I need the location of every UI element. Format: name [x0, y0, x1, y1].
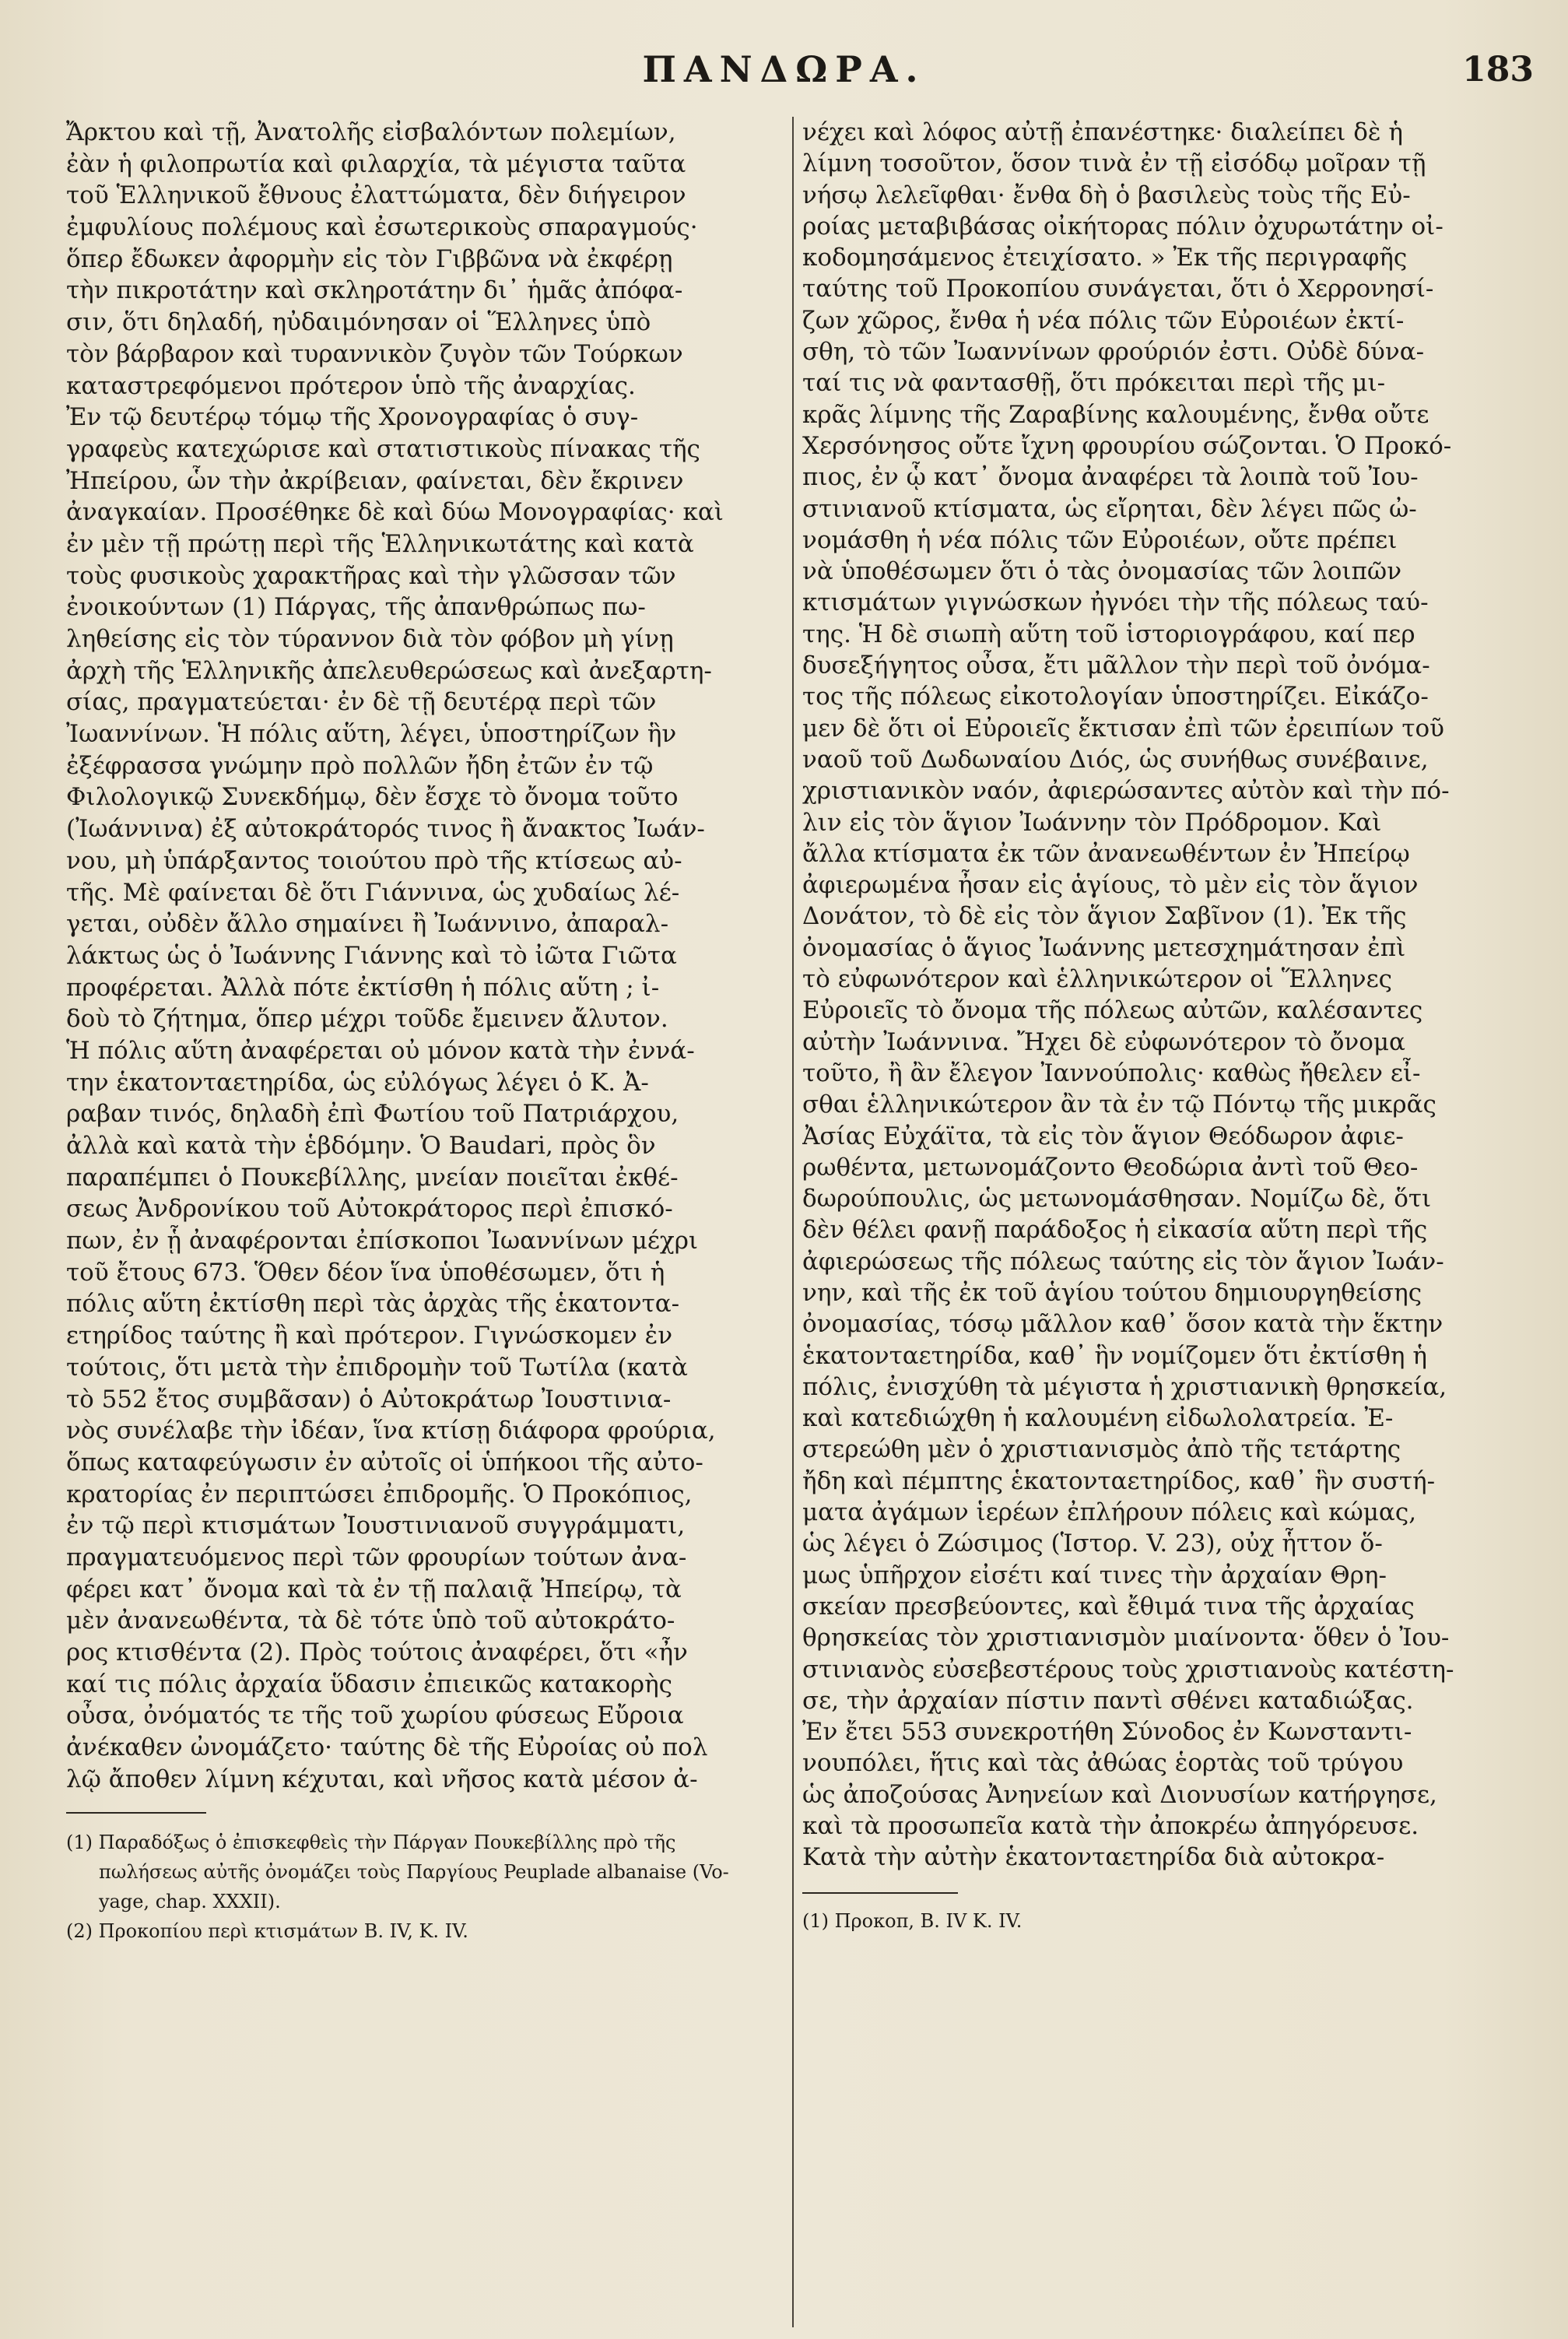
text-line: νην, καὶ τῆς ἐκ τοῦ ἁγίου τούτου δημιουργηθείσης	[802, 1278, 1422, 1307]
text-line: ταύτης τοῦ Προκοπίου συνάγεται, ὅτι ὁ Χερρονησί-	[802, 275, 1434, 304]
right-footnotes	[802, 1906, 1534, 1936]
text-line: ἄλλα κτίσματα ἐκ τῶν ἀνανεωθέντων ἐν Ἠπείρῳ	[802, 839, 1410, 868]
left-column	[66, 117, 798, 1946]
text-line: ἑκατονταετηρίδα, καθ᾽ ἣν νομίζομεν ὅτι ἐκτίσθη ἡ	[802, 1341, 1427, 1370]
text-line: τὸν βάρβαρον καὶ τυραννικὸν ζυγὸν τῶν Τούρκων	[66, 339, 683, 368]
text-line: ρος κτισθέντα (2). Πρὸς τούτοις ἀναφέρει, ὅτι «ἦν	[66, 1638, 688, 1666]
text-line: λιν εἰς τὸν ἅγιον Ἰωάννην τὸν Πρόδρομον. Καὶ	[802, 808, 1382, 837]
text-line: ὅπερ ἔδωκεν ἀφορμὴν εἰς τὸν Γιββῶνα νὰ ἐκφέρῃ	[66, 244, 673, 273]
text-line: μὲν ἀνανεωθέντα, τὰ δὲ τότε ὑπὸ τοῦ αὐτοκράτο-	[66, 1607, 675, 1635]
text-line: ἐν μὲν τῇ πρώτῃ περὶ τῆς Ἑλληνικωτάτης καὶ κατὰ	[66, 529, 694, 558]
text-line: ἀλλὰ καὶ κατὰ τὴν ἑβδόμην. Ὁ Baudari, πρὸς ὃν	[66, 1132, 656, 1160]
text-line: ἐνοικούντων (1) Πάργας, τῆς ἀπανθρώπως πω-	[66, 593, 646, 622]
text-line: πιος, ἐν ᾧ κατ᾽ ὄνομα ἀναφέρει τὰ λοιπὰ τοῦ Ἰου-	[802, 463, 1419, 492]
text-line: στινιανὸς εὐσεβεστέρους τοὺς χριστιανοὺς κατέστη-	[802, 1655, 1454, 1684]
text-line: θρησκείας τὸν χριστιανισμὸν μιαίνοντα· ὅθεν ὁ Ἰου-	[802, 1624, 1450, 1652]
text-line: τὸ εὐφωνότερον καὶ ἑλληνικώτερον οἱ Ἕλληνες	[802, 965, 1393, 994]
text-line: ἐὰν ἡ φιλοπρωτία καὶ φιλαρχία, τὰ μέγιστα ταῦτα	[66, 149, 686, 178]
text-line: τοῦ Ἑλληνικοῦ ἔθνους ἐλαττώματα, δὲν διήγειρον	[66, 181, 686, 210]
text-line: μεν δὲ ὅτι οἱ Εὐροιεῖς ἔκτισαν ἐπὶ τῶν ἐρειπίων τοῦ	[802, 714, 1444, 743]
text-line: τούτοις, ὅτι μετὰ τὴν ἐπιδρομὴν τοῦ Τωτίλα (κατὰ	[66, 1353, 688, 1382]
text-line: Χερσόνησος οὔτε ἴχνη φρουρίου σώζονται. Ὁ Προκό-	[802, 431, 1452, 460]
text-line: δωρούπουλις, ὡς μετωνομάσθησαν. Νομίζω δὲ, ὅτι	[802, 1185, 1432, 1213]
text-line: πραγματευόμενος περὶ τῶν φρουρίων τούτων ἀνα-	[66, 1543, 687, 1572]
text-line: νομάσθη ἡ νέα πόλις τῶν Εὐροιέων, οὔτε πρέπει	[802, 525, 1398, 554]
text-line: ἀνέκαθεν ὠνομάζετο· ταύτης δὲ τῆς Εὐροίας οὐ πολ	[66, 1733, 708, 1762]
text-line: φέρει κατ᾽ ὄνομα καὶ τὰ ἐν τῇ παλαιᾷ Ἠπείρῳ, τὰ	[66, 1575, 682, 1603]
text-line: καταστρεφόμενοι πρότερον ὑπὸ τῆς ἀναρχίας.	[66, 371, 636, 400]
text-line: στερεώθη μὲν ὁ χριστιανισμὸς ἀπὸ τῆς τετάρτης	[802, 1435, 1401, 1464]
text-line: Ἐν ἔτει 553 συνεκροτήθη Σύνοδος ἐν Κωνσταντι-	[802, 1718, 1412, 1747]
footnote-line: πωλήσεως αὐτῆς ὀνομάζει τοὺς Παργίους Peuplade albanaise (Vo-	[99, 1861, 729, 1884]
text-line: ἀρχὴ τῆς Ἑλληνικῆς ἀπελευθερώσεως καὶ ἀνεξαρτη-	[66, 656, 712, 685]
text-line: αὐτὴν Ἰωάννινα. Ἤχει δὲ εὐφωνότερον τὸ ὄνομα	[802, 1027, 1405, 1056]
text-line: ἐν τῷ περὶ κτισμάτων Ἰουστινιανοῦ συγγράμματι,	[66, 1512, 686, 1540]
text-line: κοδομησάμενος ἐτειχίσατο. » Ἐκ τῆς περιγραφῆς	[802, 244, 1408, 272]
text-line: Ἐν τῷ δευτέρῳ τόμῳ τῆς Χρονογραφίας ὁ συγ-	[66, 403, 639, 432]
text-line: την ἑκατονταετηρίδα, ὡς εὐλόγως λέγει ὁ Κ. Ἀ-	[66, 1068, 649, 1097]
text-line: λίμνη τοσοῦτον, ὅσον τινὰ ἐν τῇ εἰσόδῳ μοῖραν τῇ	[802, 149, 1426, 178]
text-line: σε, τὴν ἀρχαίαν πίστιν παντὶ σθένει καταδιώξας.	[802, 1686, 1414, 1715]
text-line: τῆς. Μὲ φαίνεται δὲ ὅτι Γιάννινα, ὡς χυδαίως λέ-	[66, 878, 680, 907]
text-line: ὅπως καταφεύγωσιν ἐν αὐτοῖς οἱ ὑπήκοοι τῆς αὐτο-	[66, 1448, 703, 1477]
text-line: τοῦτο, ἢ ἂν ἔλεγον Ἰαννούπολις· καθὼς ἤθελεν εἶ-	[802, 1059, 1421, 1087]
text-line: πων, ἐν ᾗ ἀναφέρονται ἐπίσκοποι Ἰωαννίνων μέχρι	[66, 1227, 699, 1256]
footnote-line: (2) Προκοπίου περὶ κτισμάτων Β. IV, Κ. IV.	[66, 1920, 468, 1943]
text-line: γεται, οὐδὲν ἄλλο σημαίνει ἢ Ἰωάννινο, ἀπαραλ-	[66, 910, 669, 939]
footnote-line: (1) Παραδόξως ὁ ἐπισκεφθεὶς τὴν Πάργαν Πουκεβίλλης πρὸ τῆς	[66, 1832, 676, 1854]
text-line: Ἀσίας Εὐχάϊτα, τὰ εἰς τὸν ἅγιον Θεόδωρον ἀφιε-	[802, 1122, 1404, 1150]
text-line: (Ἰωάννινα) ἐξ αὐτοκράτορός τινος ἢ ἄνακτος Ἰωάν-	[66, 815, 705, 844]
text-line: καί τις πόλις ἀρχαία ὕδασιν ἐπιεικῶς κατακορὴς	[66, 1670, 673, 1698]
text-line: ἐξέφρασσα γνώμην πρὸ πολλῶν ἤδη ἐτῶν ἐν τῷ	[66, 751, 654, 780]
text-line: σιν, ὅτι δηλαδή, ηὐδαιμόνησαν οἱ Ἕλληνες ὑπὸ	[66, 308, 651, 337]
left-footnotes	[66, 1828, 798, 1946]
text-line: ναοῦ τοῦ Δωδωναίου Διός, ὡς συνήθως συνέβαινε,	[802, 745, 1429, 774]
text-line: κτισμάτων γιγνώσκων ἠγνόει τὴν τῆς πόλεως ταύ-	[802, 588, 1429, 617]
text-line: ἀναγκαίαν. Προσέθηκε δὲ καὶ δύω Μονογραφίας· καὶ	[66, 498, 724, 527]
text-line: σθαι ἑλληνικώτερον ἂν τὰ ἐν τῷ Πόντῳ τῆς μικρᾶς	[802, 1090, 1436, 1119]
text-line: ὀνομασίας ὁ ἅγιος Ἰωάννης μετεσχημάτησαν ἐπὶ	[802, 933, 1406, 962]
text-line: κρατορίας ἐν περιπτώσει ἐπιδρομῆς. Ὁ Προκόπιος,	[66, 1480, 693, 1508]
text-line: σθη, τὸ τῶν Ἰωαννίνων φρούριόν ἐστι. Οὐδὲ δύνα-	[802, 338, 1425, 367]
text-line: τὸ 552 ἔτος συμβᾶσαν) ὁ Αὐτοκράτωρ Ἰουστινια-	[66, 1385, 672, 1414]
text-line: δοὺ τὸ ζήτημα, ὅπερ μέχρι τοῦδε ἔμεινεν ἄλυτον.	[66, 1005, 668, 1034]
text-line: στινιανοῦ κτίσματα, ὡς εἴρηται, δὲν λέγει πῶς ὠ-	[802, 494, 1417, 523]
text-line: κρᾶς λίμνης τῆς Ζαραβίνης καλουμένης, ἔνθα οὔτε	[802, 400, 1429, 429]
footnote-line: (1) Προκοπ, Β. IV Κ. IV.	[802, 1909, 1023, 1932]
page-number: 183	[1462, 50, 1534, 90]
text-line: Ἠπείρου, ὧν τὴν ἀκρίβειαν, φαίνεται, δὲν ἔκρινεν	[66, 466, 684, 495]
text-line: τος τῆς πόλεως εἰκοτολογίαν ὑποστηρίζει. Εἰκάζο-	[802, 683, 1429, 711]
text-line: δὲν θέλει φανῇ παράδοξος ἡ εἰκασία αὕτη περὶ τῆς	[802, 1216, 1428, 1245]
text-line: τὴν πικροτάτην καὶ σκληροτάτην δι᾽ ἡμᾶς ἀπόφα-	[66, 276, 683, 305]
text-line: ζων χῶρος, ἔνθα ἡ νέα πόλις τῶν Εὐροιέων ἐκτί-	[802, 306, 1405, 335]
text-line: προφέρεται. Ἀλλὰ πότε ἐκτίσθη ἡ πόλις αὕτη ; ἰ-	[66, 973, 660, 1002]
text-line: Ἰωαννίνων. Ἡ πόλις αὕτη, λέγει, ὑποστηρίζων ἣν	[66, 720, 677, 749]
text-line: Κατὰ τὴν αὐτὴν ἑκατονταετηρίδα διὰ αὐτοκρα-	[802, 1843, 1385, 1872]
text-line: πόλις αὕτη ἐκτίσθη περὶ τὰς ἀρχὰς τῆς ἑκατοντα-	[66, 1290, 680, 1319]
text-line: παραπέμπει ὁ Πουκεβίλλης, μνείαν ποιεῖται ἐκθέ-	[66, 1163, 679, 1192]
text-line: ετηρίδος ταύτης ἢ καὶ πρότερον. Γιγνώσκομεν ἐν	[66, 1322, 673, 1350]
right-column-body	[802, 117, 1534, 1874]
text-line: σίας, πραγματεύεται· ἐν δὲ τῇ δευτέρᾳ περὶ τῶν	[66, 688, 657, 717]
text-line: ἀφιερωμένα ἦσαν εἰς ἁγίους, τὸ μὲν εἰς τὸν ἅγιον	[802, 871, 1419, 900]
text-line: ὡς ἀποζούσας Ἀνηνείων καὶ Διονυσίων κατήργησε,	[802, 1780, 1437, 1809]
text-line: της. Ἡ δὲ σιωπὴ αὕτη τοῦ ἱστοριογράφου, καί περ	[802, 620, 1415, 648]
text-line: νὰ ὑποθέσωμεν ὅτι ὁ τὰς ὀνομασίας τῶν λοιπῶν	[802, 557, 1402, 586]
text-line: καὶ κατεδιώχθη ἡ καλουμένη εἰδωλολατρεία. Ἐ-	[802, 1404, 1394, 1433]
text-line: ἐμφυλίους πολέμους καὶ ἐσωτερικοὺς σπαραγμούς·	[66, 213, 698, 242]
text-line: Ἡ πόλις αὕτη ἀναφέρεται οὐ μόνον κατὰ τὴν ἐννά-	[66, 1036, 695, 1065]
left-footnote-rule	[66, 1812, 206, 1814]
text-line: νουπόλει, ἥτις καὶ τὰς ἀθώας ἑορτὰς τοῦ τρύγου	[802, 1749, 1404, 1778]
text-line: ὡς λέγει ὁ Ζώσιμος (Ἱστορ. V. 23), οὐχ ἧττον ὅ-	[802, 1529, 1383, 1558]
text-line: ἀφιερώσεως τῆς πόλεως ταύτης εἰς τὸν ἅγιον Ἰωάν-	[802, 1247, 1444, 1276]
text-line: οὖσα, ὀνόματός τε τῆς τοῦ χωρίου φύσεως Εὔροια	[66, 1702, 684, 1730]
right-footnote-rule	[802, 1892, 958, 1894]
text-line: νήσῳ λελεῖφθαι· ἔνθα δὴ ὁ βασιλεὺς τοὺς τῆς Εὐ-	[802, 181, 1411, 209]
text-line: ὀνομασίας, τόσῳ μᾶλλον καθ᾽ ὅσον κατὰ τὴν ἕκτην	[802, 1310, 1443, 1339]
running-head-title: ΠΑΝΔΩΡΑ.	[642, 48, 926, 90]
text-line: μως ὑπῆρχον εἰσέτι καί τινες τὴν ἀρχαίαν Θρη-	[802, 1561, 1387, 1589]
text-line: σκείαν πρεσβεύοντες, καὶ ἔθιμά τινα τῆς ἀρχαίας	[802, 1592, 1415, 1621]
text-line: λάκτως ὡς ὁ Ἰωάννης Γιάννης καὶ τὸ ἰῶτα Γιῶτα	[66, 941, 677, 970]
text-line: Εὐροιεῖς τὸ ὄνομα τῆς πόλεως αὐτῶν, καλέσαντες	[802, 996, 1423, 1025]
text-line: χριστιανικὸν ναόν, ἀφιερώσαντες αὐτὸν καὶ τὴν πό-	[802, 777, 1450, 806]
text-line: Φιλολογικῷ Συνεκδήμῳ, δὲν ἔσχε τὸ ὄνομα τοῦτο	[66, 783, 679, 812]
text-line: ληθείσης εἰς τὸν τύραννον διὰ τὸν φόβον μὴ γίνῃ	[66, 625, 674, 653]
text-line: γραφεὺς κατεχώρισε καὶ στατιστικοὺς πίνακας τῆς	[66, 434, 700, 463]
text-line: λῷ ἄποθεν λίμνη κέχυται, καὶ νῆσος κατὰ μέσον ἀ-	[66, 1765, 698, 1793]
text-line: καὶ τὰ προσωπεῖα κατὰ τὴν ἀποκρέω ἀπηγόρευσε.	[802, 1812, 1419, 1841]
text-line: τοὺς φυσικοὺς χαρακτῆρας καὶ τὴν γλῶσσαν τῶν	[66, 561, 676, 590]
text-line: δυσεξήγητος οὖσα, ἔτι μᾶλλον τὴν περὶ τοῦ ὀνόμα-	[802, 651, 1430, 680]
text-line: Δονάτον, τὸ δὲ εἰς τὸν ἅγιον Σαβῖνον (1). Ἐκ τῆς	[802, 902, 1407, 931]
text-line: τοῦ ἔτους 673. Ὅθεν δέον ἵνα ὑποθέσωμεν, ὅτι ἡ	[66, 1258, 665, 1287]
text-line: νὸς συνέλαβε τὴν ἰδέαν, ἵνα κτίσῃ διάφορα φρούρια,	[66, 1417, 716, 1445]
text-line: ρωθέντα, μετωνομάζοντο Θεοδώρια ἀντὶ τοῦ Θεο-	[802, 1153, 1419, 1182]
right-column	[802, 117, 1534, 1936]
text-line: ματα ἀγάμων ἱερέων ἐπλήρουν πόλεις καὶ κώμας,	[802, 1498, 1417, 1527]
text-line: ταί τις νὰ φαντασθῇ, ὅτι πρόκειται περὶ τῆς μι-	[802, 369, 1386, 398]
text-line: νου, μὴ ὑπάρξαντος τοιούτου πρὸ τῆς κτίσεως αὐ-	[66, 846, 682, 875]
text-line: ἤδη καὶ πέμπτης ἑκατονταετηρίδος, καθ᾽ ἣν συστή-	[802, 1466, 1436, 1495]
left-column-body	[66, 117, 798, 1795]
text-line: πόλις, ἐνισχύθη τὰ μέγιστα ἡ χριστιανικὴ θρησκεία,	[802, 1372, 1447, 1401]
text-line: σεως Ἀνδρονίκου τοῦ Αὐτοκράτορος περὶ ἐπισκό-	[66, 1195, 673, 1224]
text-line: Ἄρκτου καὶ τῇ, Ἀνατολῆς εἰσβαλόντων πολεμίων,	[66, 118, 676, 146]
footnote-line: yage, chap. XXXII).	[99, 1891, 281, 1913]
text-line: ραβαν τινός, δηλαδὴ ἐπὶ Φωτίου τοῦ Πατριάρχου,	[66, 1100, 679, 1129]
text-line: νέχει καὶ λόφος αὐτῇ ἐπανέστηκε· διαλείπει δὲ ἡ	[802, 118, 1403, 146]
text-line: ροίας μεταβιβάσας οἰκήτορας πόλιν ὀχυρωτάτην οἰ-	[802, 212, 1443, 241]
